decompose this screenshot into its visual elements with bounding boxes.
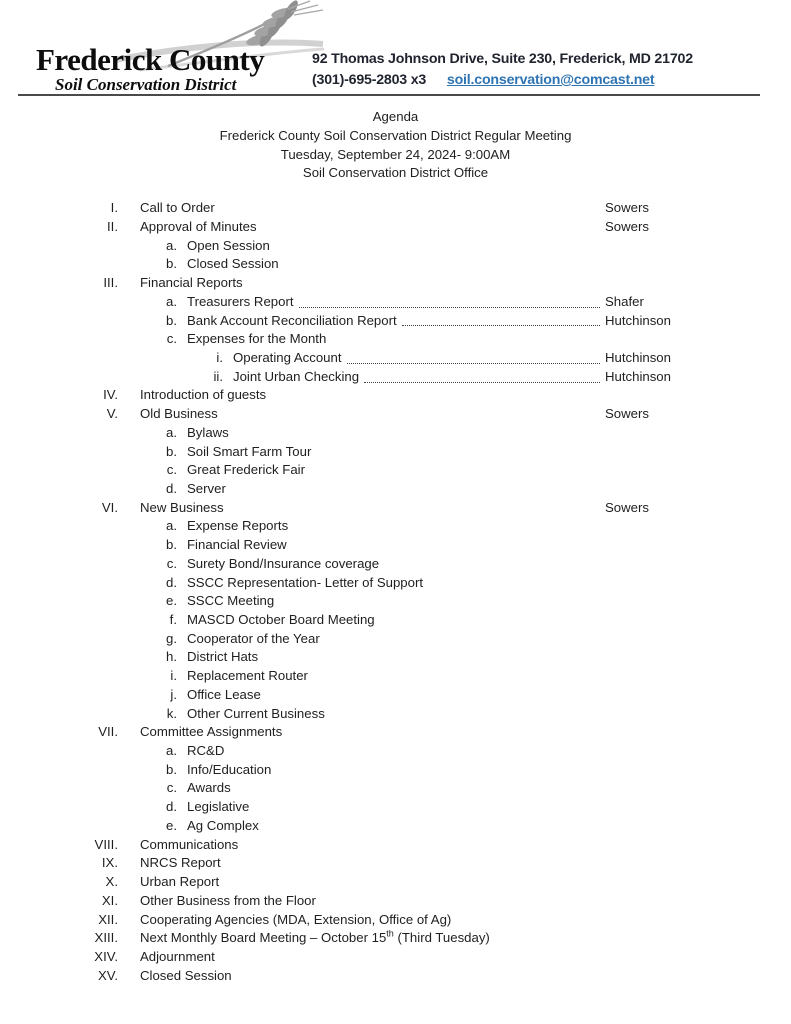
item-presenter: Hutchinson (605, 349, 671, 365)
header-rule (18, 94, 760, 96)
item-numeral: b. (166, 256, 177, 272)
item-label: Old Business (140, 406, 218, 422)
item-label: Closed Session (187, 256, 279, 272)
item-label: Financial Reports (140, 275, 243, 291)
agenda-item (0, 854, 693, 873)
agenda-item (0, 667, 693, 686)
item-label: Cooperating Agencies (MDA, Extension, Office of Ag) (140, 911, 452, 927)
item-numeral: VIII. (94, 836, 118, 852)
item-label: Great Frederick Fair (187, 462, 305, 478)
item-numeral: i. (170, 668, 177, 684)
leader-spacer (224, 499, 605, 518)
dot-leader (299, 293, 600, 308)
letterhead (0, 0, 791, 97)
item-label: Bank Account Reconciliation Report (187, 312, 397, 328)
item-label: Other Business from the Floor (140, 892, 316, 908)
item-label: Operating Account (233, 349, 342, 365)
item-numeral: V. (106, 406, 118, 422)
item-numeral: c. (166, 462, 177, 478)
item-label: District Hats (187, 649, 259, 665)
item-label: RC&D (187, 743, 225, 759)
item-numeral: IX. (101, 855, 118, 871)
agenda-item (0, 386, 693, 405)
item-numeral: XI. (101, 892, 118, 908)
agenda-item (0, 555, 693, 574)
dot-leader (347, 349, 601, 364)
item-numeral: I. (110, 200, 118, 216)
contact-block (312, 49, 693, 91)
logo-subtitle: Soil Conservation District (55, 75, 237, 94)
item-label: Introduction of guests (140, 387, 267, 403)
item-label: Office Lease (187, 686, 261, 702)
item-label: Soil Smart Farm Tour (187, 443, 312, 459)
agenda-item (0, 255, 693, 274)
item-label: Closed Session (140, 967, 232, 983)
item-numeral: i. (216, 349, 223, 365)
item-numeral: a. (166, 237, 177, 253)
meeting-datetime: Tuesday, September 24, 2024- 9:00AM (280, 146, 511, 162)
item-numeral: a. (166, 518, 177, 534)
logo (36, 44, 264, 93)
item-presenter: Hutchinson (605, 368, 671, 384)
agenda-item (0, 929, 693, 948)
email-link[interactable]: soil.conservation@comcast.net (446, 72, 655, 88)
agenda-item (0, 892, 693, 911)
item-numeral: VII. (98, 724, 118, 740)
agenda-item (0, 817, 693, 836)
item-numeral: b. (166, 312, 177, 328)
item-label: Communications (140, 836, 239, 852)
agenda-item (0, 836, 693, 855)
agenda-item (0, 199, 693, 218)
item-numeral: k. (166, 705, 177, 721)
logo-title: Frederick County (36, 42, 265, 77)
item-label: Replacement Router (187, 668, 308, 684)
agenda-item (0, 424, 693, 443)
leader-spacer (215, 199, 605, 218)
agenda-item (0, 742, 693, 761)
item-label: MASCD October Board Meeting (187, 612, 375, 627)
agenda-item (0, 461, 693, 480)
item-label: Ag Complex (187, 817, 259, 833)
item-numeral: a. (166, 293, 177, 309)
agenda-item (0, 368, 693, 387)
contact-phone: (301)-695-2803 x3 (312, 72, 427, 88)
item-numeral: j. (170, 686, 177, 702)
item-label: Next Monthly Board Meeting – October 15th (Third Tuesday) (140, 928, 490, 946)
item-numeral: b. (166, 443, 177, 459)
item-numeral: h. (166, 649, 177, 665)
item-numeral: c. (166, 331, 177, 347)
item-label: Urban Report (140, 874, 220, 890)
agenda-item (0, 443, 693, 462)
item-label: SSCC Meeting (187, 593, 275, 609)
dot-leader (402, 312, 600, 327)
item-numeral: b. (166, 761, 177, 777)
item-label: Call to Order (140, 200, 215, 216)
item-label: Joint Urban Checking (233, 368, 360, 384)
agenda-item (0, 274, 693, 293)
item-label: Info/Education (187, 761, 272, 777)
agenda-item (0, 761, 693, 780)
item-label: Open Session (187, 237, 270, 253)
item-label: Other Current Business (187, 705, 325, 721)
agenda-item (0, 592, 693, 611)
agenda-item (0, 480, 693, 499)
dot-leader (364, 368, 600, 383)
agenda-item (0, 630, 693, 649)
contact-phone-row (312, 70, 693, 91)
item-label: Cooperator of the Year (187, 630, 320, 646)
item-numeral: III. (103, 275, 118, 291)
agenda-item (0, 779, 693, 798)
item-presenter: Sowers (605, 200, 649, 216)
item-numeral: XII. (98, 911, 118, 927)
item-numeral: e. (166, 593, 177, 609)
item-numeral: II. (107, 218, 118, 234)
item-numeral: e. (166, 817, 177, 833)
item-label: Expense Reports (187, 518, 289, 534)
agenda-item (0, 798, 693, 817)
agenda-item (0, 330, 693, 349)
item-label: SSCC Representation- Letter of Support (187, 574, 424, 590)
meeting-location: Soil Conservation District Office (302, 165, 489, 181)
item-numeral: c. (166, 780, 177, 796)
item-label: Awards (187, 780, 231, 796)
item-numeral: XIII. (94, 930, 118, 946)
agenda-item (0, 312, 693, 331)
item-numeral: a. (166, 743, 177, 759)
leader-spacer (257, 218, 605, 237)
agenda-item (0, 293, 693, 312)
agenda-item (0, 911, 693, 930)
item-label: Server (187, 480, 226, 496)
item-presenter: Sowers (605, 218, 649, 234)
item-presenter: Sowers (605, 499, 649, 515)
agenda-item (0, 536, 693, 555)
item-presenter: Shafer (605, 293, 644, 309)
item-numeral: c. (166, 555, 177, 571)
agenda-item (0, 967, 693, 986)
item-numeral: ii. (213, 368, 223, 384)
item-numeral: d. (166, 480, 177, 496)
item-label: Adjournment (140, 948, 215, 964)
item-label: Legislative (187, 799, 250, 815)
leader-spacer (218, 405, 605, 424)
agenda-item (0, 349, 693, 368)
contact-address: 92 Thomas Johnson Drive, Suite 230, Frederick, MD 21702 (312, 51, 693, 67)
item-label: Bylaws (187, 424, 229, 440)
agenda-item (0, 705, 693, 724)
item-label: Treasurers Report (187, 293, 294, 309)
item-numeral: b. (166, 537, 177, 553)
item-label: New Business (140, 499, 224, 515)
item-numeral: X. (105, 874, 118, 890)
item-presenter: Sowers (605, 406, 649, 422)
item-label: Committee Assignments (140, 724, 283, 740)
agenda-item (0, 723, 693, 742)
item-numeral: d. (166, 799, 177, 815)
title-block (0, 108, 791, 183)
item-label: Financial Review (187, 537, 287, 553)
agenda-title: Agenda (372, 109, 419, 124)
agenda-item (0, 237, 693, 256)
meeting-title: Frederick County Soil Conservation District Regular Meeting (219, 127, 572, 143)
agenda-item (0, 517, 693, 536)
item-numeral: XV. (97, 967, 118, 983)
agenda-item (0, 574, 693, 593)
item-numeral: g. (166, 630, 177, 646)
item-numeral: f. (169, 612, 177, 627)
agenda-list (0, 199, 693, 985)
agenda-item (0, 648, 693, 667)
agenda-item (0, 405, 693, 424)
item-label: Approval of Minutes (140, 218, 257, 234)
item-presenter: Hutchinson (605, 312, 671, 328)
agenda-item (0, 873, 693, 892)
agenda-item (0, 499, 693, 518)
agenda-item (0, 948, 693, 967)
item-label: Expenses for the Month (187, 331, 327, 347)
item-numeral: IV. (103, 387, 118, 403)
item-numeral: d. (166, 574, 177, 590)
agenda-item (0, 686, 693, 705)
item-numeral: a. (166, 424, 177, 440)
item-numeral: XIV. (94, 948, 118, 964)
item-numeral: VI. (101, 499, 118, 515)
item-label: Surety Bond/Insurance coverage (187, 555, 380, 571)
item-label: NRCS Report (140, 855, 221, 871)
agenda-item (0, 611, 693, 630)
agenda-item (0, 218, 693, 237)
